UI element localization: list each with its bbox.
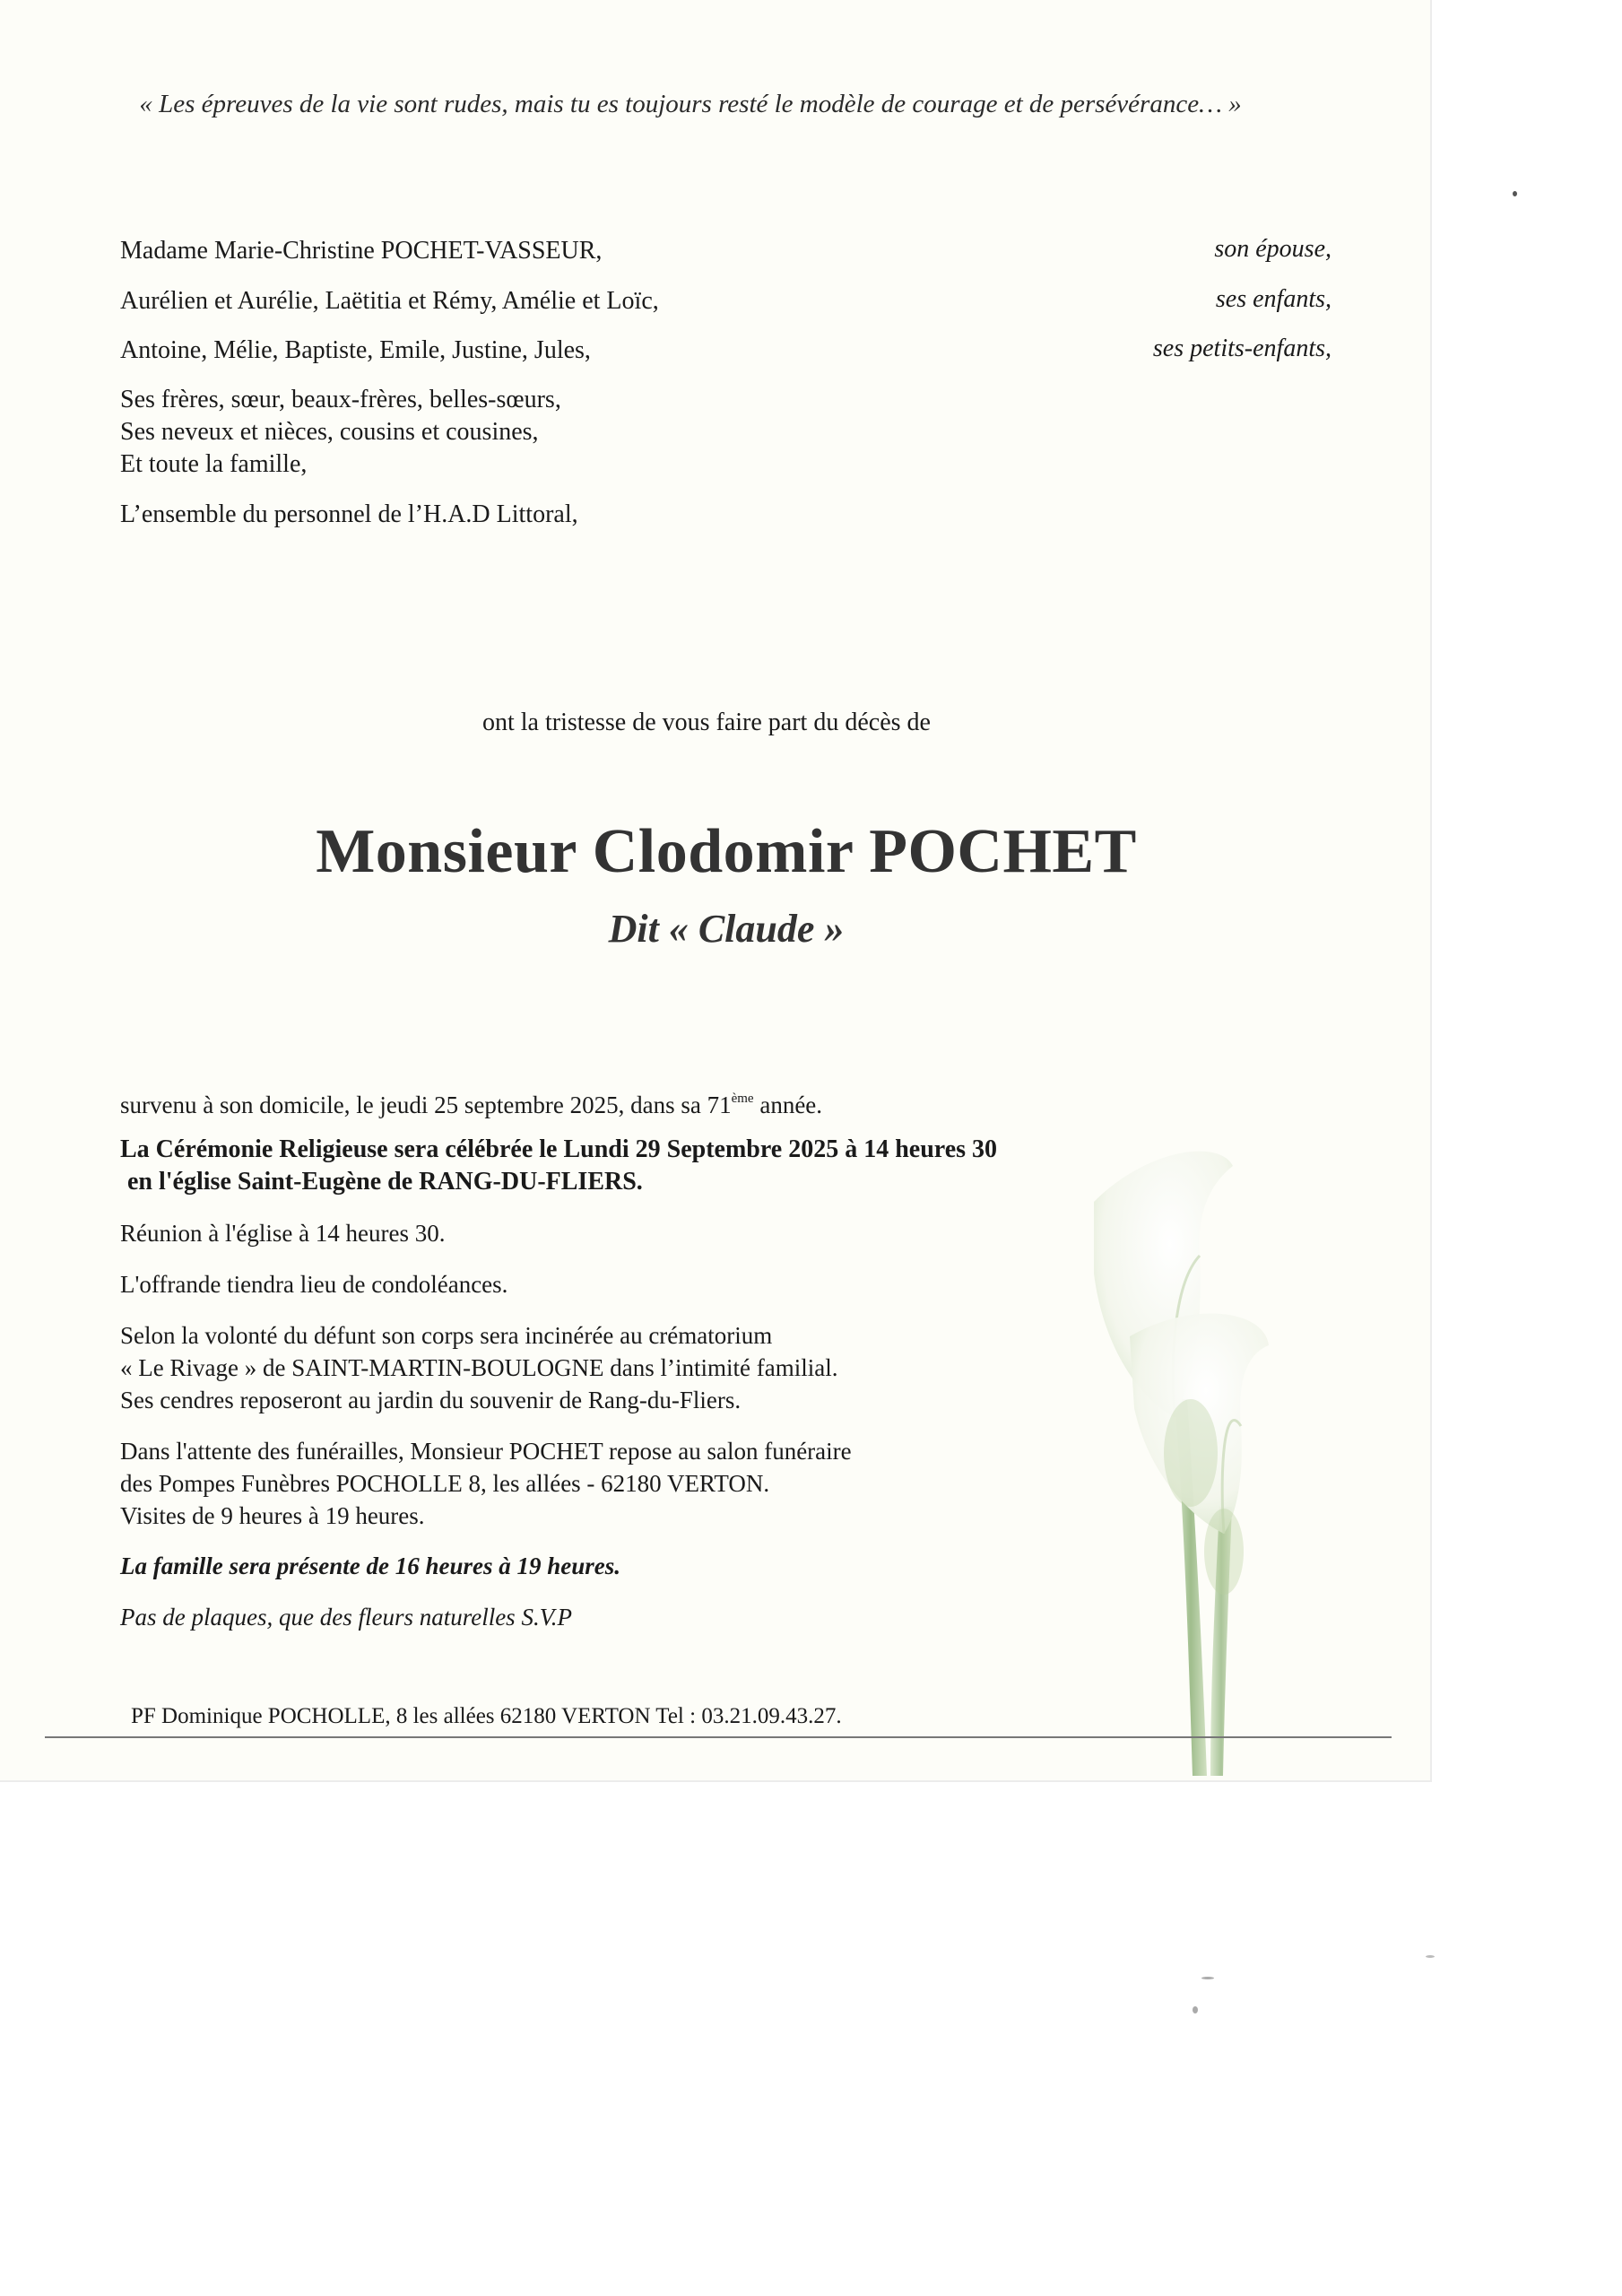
extended-family-line: Et toute la famille,: [120, 450, 308, 478]
family-member-children: Aurélien et Aurélie, Laëtitia et Rémy, Amélie et Loïc,: [120, 287, 659, 315]
death-text-end: année.: [753, 1091, 823, 1118]
announcement: ont la tristesse de vous faire part du décès de: [482, 709, 931, 736]
scan-speck: [1426, 1955, 1435, 1958]
family-member-spouse: Madame Marie-Christine POCHET-VASSEUR,: [120, 237, 603, 265]
viewing-line: Visites de 9 heures à 19 heures.: [120, 1502, 425, 1529]
opening-quote: « Les épreuves de la vie sont rudes, mais tu es toujours resté le modèle de courage et de persévérance… »: [139, 90, 1242, 118]
death-notice: [120, 1083, 822, 1121]
relation-spouse: son épouse,: [1214, 235, 1331, 263]
death-text: survenu à son domicile, le jeudi 25 septembre 2025, dans sa 71: [120, 1091, 732, 1118]
relation-children: ses enfants,: [1215, 285, 1331, 313]
offering-info: L'offrande tiendra lieu de condoléances.: [120, 1271, 508, 1298]
viewing-line: Dans l'attente des funérailles, Monsieur POCHET repose au salon funéraire: [120, 1438, 852, 1465]
scan-speck: [1193, 2006, 1198, 2013]
family-presence: La famille sera présente de 16 heures à 19 heures.: [120, 1552, 620, 1579]
cremation-line: « Le Rivage » de SAINT-MARTIN-BOULOGNE dans l’intimité familial.: [120, 1354, 838, 1381]
viewing-line: des Pompes Funèbres POCHOLLE 8, les allées - 62180 VERTON.: [120, 1470, 770, 1497]
extended-family-line: Ses frères, sœur, beaux-frères, belles-sœurs,: [120, 386, 561, 413]
death-superscript: ème: [731, 1091, 754, 1106]
deceased-alias: Dit « Claude »: [608, 907, 845, 951]
family-member-grandchildren: Antoine, Mélie, Baptiste, Emile, Justine, Jules,: [120, 336, 591, 364]
ceremony-line: La Cérémonie Religieuse sera célébrée le Lundi 29 Septembre 2025 à 14 heures 30: [120, 1135, 998, 1163]
extended-family-line: Ses neveux et nièces, cousins et cousines,: [120, 418, 539, 446]
staff-line: L’ensemble du personnel de l’H.A.D Littoral,: [120, 500, 578, 528]
calla-lily-illustration: [1040, 1130, 1309, 1776]
scan-speck: [1201, 1977, 1214, 1979]
footer-divider: [45, 1736, 1392, 1738]
flowers-note: Pas de plaques, que des fleurs naturelles S.V.P: [120, 1604, 572, 1631]
deceased-name: Monsieur Clodomir POCHET: [316, 817, 1137, 886]
ceremony-line: en l'église Saint-Eugène de RANG-DU-FLIERS.: [127, 1168, 643, 1196]
funeral-home-footer: PF Dominique POCHOLLE, 8 les allées 62180 VERTON Tel : 03.21.09.43.27.: [131, 1704, 842, 1728]
cremation-line: Ses cendres reposeront au jardin du souvenir de Rang-du-Fliers.: [120, 1387, 742, 1413]
relation-grandchildren: ses petits-enfants,: [1152, 335, 1331, 362]
scan-speck: [1513, 191, 1517, 196]
cremation-line: Selon la volonté du défunt son corps sera incinérée au crématorium: [120, 1322, 773, 1349]
meeting-info: Réunion à l'église à 14 heures 30.: [120, 1220, 446, 1247]
